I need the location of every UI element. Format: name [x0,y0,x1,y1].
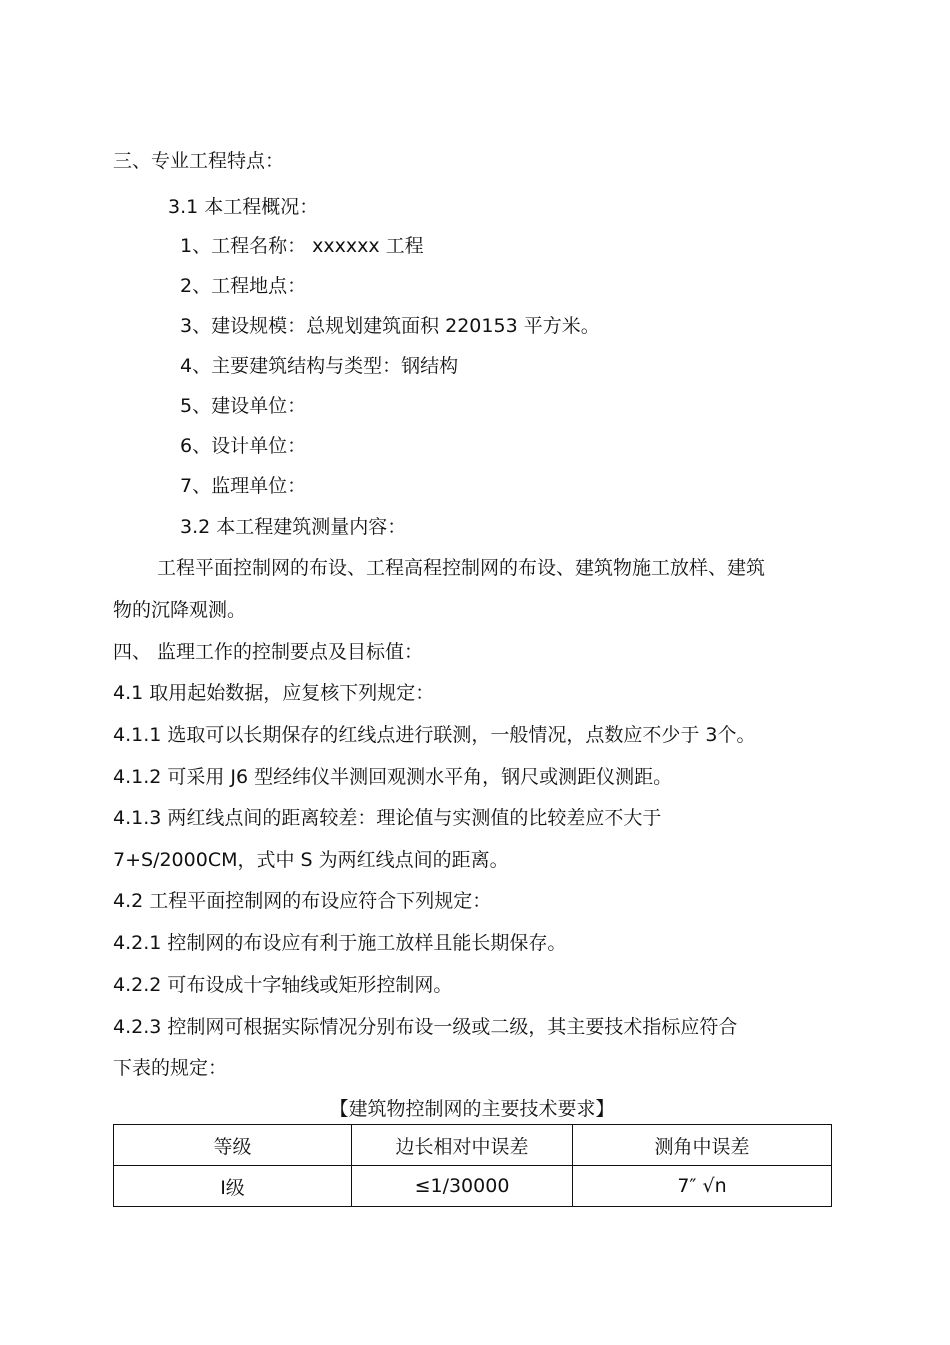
table-header-row [114,1125,832,1166]
project-item-1: 1、工程名称： xxxxxx 工程 [180,235,424,257]
clause-4-1-3-line-1: 4.1.3 两红线点间的距离较差：理论值与实测值的比较差应不大于 [113,807,662,829]
project-item-3: 3、建设规模：总规划建筑面积 220153 平方米。 [180,315,600,337]
cell-grade: Ⅰ级 [114,1166,352,1207]
project-item-5: 5、建设单位： [180,395,307,417]
project-item-6: 6、设计单位： [180,435,307,457]
header-grade: 等级 [114,1125,352,1166]
table-row [114,1166,832,1207]
table-caption: 【建筑物控制网的主要技术要求】 [329,1098,615,1120]
section-3-1-heading: 3.1 本工程概况： [168,196,319,218]
section-4-heading: 四、 监理工作的控制要点及目标值： [113,641,424,663]
header-angle-error: 测角中误差 [573,1125,832,1166]
cell-angle-error: 7″ √n [573,1166,832,1207]
section-4-1-heading: 4.1 取用起始数据，应复核下列规定： [113,682,435,704]
project-item-7: 7、监理单位： [180,475,307,497]
section-3-heading: 三、专业工程特点： [113,150,285,172]
clause-4-1-2: 4.1.2 可采用 J6 型经纬仪半测回观测水平角，钢尺或测距仪测距。 [113,766,673,788]
clause-4-1-1: 4.1.1 选取可以长期保存的红线点进行联测，一般情况，点数应不少于 3个。 [113,724,756,746]
clause-4-2-2: 4.2.2 可布设成十字轴线或矩形控制网。 [113,974,453,996]
cell-side-length-error: ≤1/30000 [352,1166,573,1207]
section-3-2-heading: 3.2 本工程建筑测量内容： [180,516,407,538]
survey-content-line-2: 物的沉降观测。 [113,599,247,621]
header-side-length-error: 边长相对中误差 [352,1125,573,1166]
project-item-4: 4、主要建筑结构与类型：钢结构 [180,355,459,377]
clause-4-2-1: 4.2.1 控制网的布设应有利于施工放样且能长期保存。 [113,932,567,954]
clause-4-1-3-line-2: 7+S/2000CM，式中 S 为两红线点间的距离。 [113,849,509,871]
clause-4-2-3-line-1: 4.2.3 控制网可根据实际情况分别布设一级或二级，其主要技术指标应符合 [113,1016,738,1038]
project-item-2: 2、工程地点： [180,275,307,297]
survey-content-line-1: 工程平面控制网的布设、工程高程控制网的布设、建筑物施工放样、建筑 [157,557,766,579]
section-4-2-heading: 4.2 工程平面控制网的布设应符合下列规定： [113,890,492,912]
control-network-table [113,1124,832,1207]
clause-4-2-3-line-2: 下表的规定： [113,1057,228,1079]
